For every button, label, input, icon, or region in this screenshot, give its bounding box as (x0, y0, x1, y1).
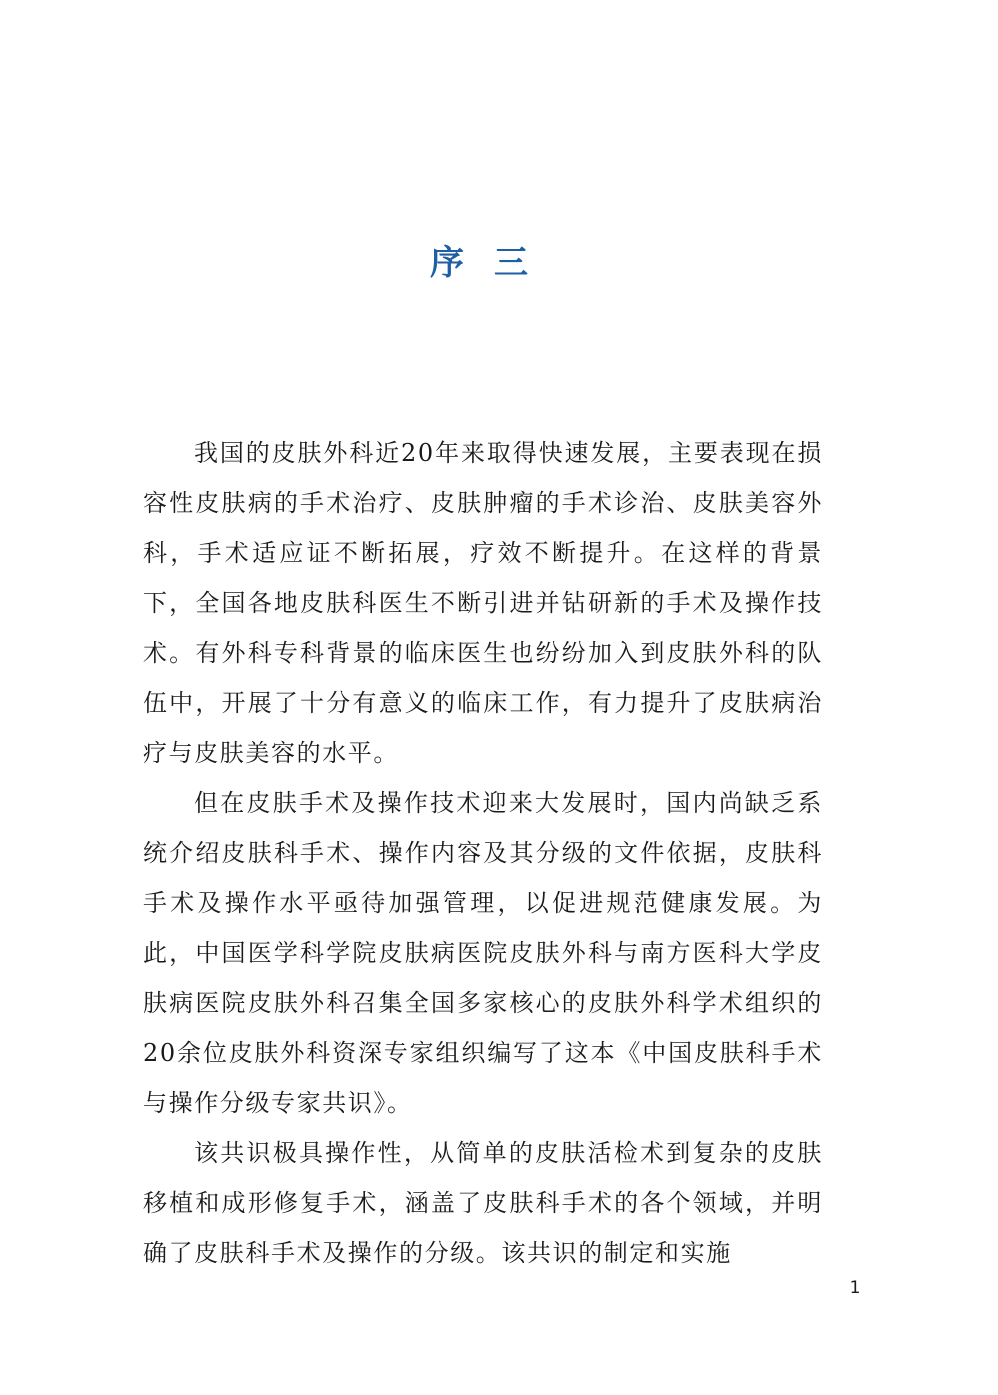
page-title (0, 238, 958, 288)
title-char-1: 序 (430, 243, 464, 283)
body-text (143, 428, 823, 1278)
paragraph-3: 该共识极具操作性，从简单的皮肤活检术到复杂的皮肤移植和成形修复手术，涵盖了皮肤科手术的各个领域，并明确了皮肤科手术及操作的分级。该共识的制定和实施 (143, 1139, 823, 1267)
title-char-2: 三 (494, 243, 528, 283)
paragraph-1: 我国的皮肤外科近20年来取得快速发展，主要表现在损容性皮肤病的手术治疗、皮肤肿瘤的手术诊治、皮肤美容外科，手术适应证不断拓展，疗效不断提升。在这样的背景下，全国各地皮肤科医生不断引进并钻研新的手术及操作技术。有外科专科背景的临床医生也纷纷加入到皮肤外科的队伍中，开展了十分有意义的临床工作，有力提升了皮肤病治疗与皮肤美容的水平。 (143, 439, 823, 767)
paragraph-2: 但在皮肤手术及操作技术迎来大发展时，国内尚缺乏系统介绍皮肤科手术、操作内容及其分级的文件依据，皮肤科手术及操作水平亟待加强管理，以促进规范健康发展。为此，中国医学科学院皮肤病医院皮肤外科与南方医科大学皮肤病医院皮肤外科召集全国多家核心的皮肤外科学术组织的20余位皮肤外科资深专家组织编写了这本《中国皮肤科手术与操作分级专家共识》。 (143, 789, 823, 1117)
page-number: 1 (849, 1278, 861, 1298)
